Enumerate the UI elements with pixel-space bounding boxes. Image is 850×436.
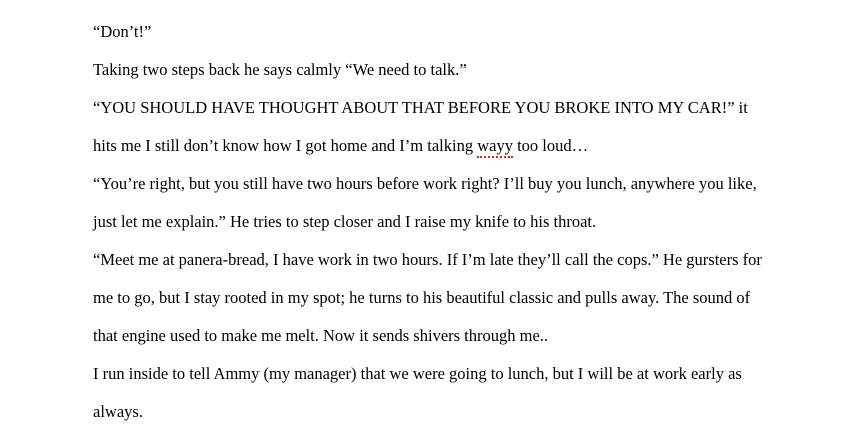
paragraph-4: “You’re right, but you still have two hours before work right? I’ll buy you lunch, anywhere you like, just let me explain.” He tries to step closer and I raise my knife to his throat.: [93, 174, 757, 231]
paragraph-3-text-after: too loud…: [512, 136, 589, 155]
paragraph-6: I run inside to tell Ammy (my manager) that we were going to lunch, but I will be at work early as always.: [93, 364, 742, 421]
paragraph-3-text-before: “YOU SHOULD HAVE THOUGHT ABOUT THAT BEFORE YOU BROKE INTO MY CAR!” it hits me I still don’t know how I got home and I’m talking: [93, 98, 748, 155]
spellcheck-word[interactable]: wayy: [477, 136, 513, 158]
paragraph-1: “Don’t!”: [93, 22, 152, 41]
document-body[interactable]: [93, 13, 775, 431]
paragraph-3: [93, 89, 775, 165]
paragraph-2: Taking two steps back he says calmly “We need to talk.”: [93, 60, 467, 79]
paragraph-5: “Meet me at panera-bread, I have work in two hours. If I’m late they’ll call the cops.” He gursters for me to go, but I stay rooted in my spot; he turns to his beautiful classic and pulls away. The sound of that engine used to make me melt. Now it sends shivers through me..: [93, 250, 762, 345]
